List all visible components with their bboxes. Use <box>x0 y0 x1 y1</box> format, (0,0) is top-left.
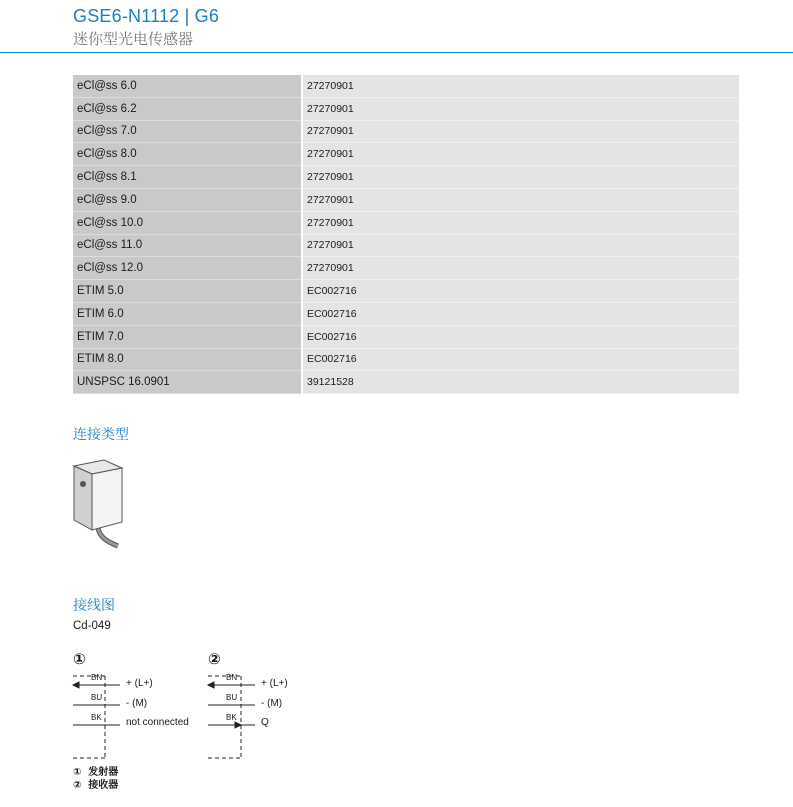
d1-wire-code-bn: BN <box>91 673 103 682</box>
table-row <box>73 143 739 166</box>
table-row <box>73 120 739 143</box>
legend-text: 接收器 <box>88 780 119 791</box>
spec-key: ETIM 8.0 <box>73 348 302 371</box>
diagram-2-number: ② <box>208 651 221 668</box>
spec-value: 27270901 <box>302 75 739 97</box>
table-row <box>73 257 739 280</box>
spec-value: 27270901 <box>302 143 739 166</box>
table-row <box>73 280 739 303</box>
classification-table <box>73 75 739 394</box>
table-row <box>73 75 739 97</box>
spec-value: EC002716 <box>302 325 739 348</box>
legend-symbol: ① <box>73 767 82 778</box>
d2-wire-label-bn: + (L+) <box>261 678 288 689</box>
table-row <box>73 97 739 120</box>
spec-key: eCl@ss 9.0 <box>73 188 302 211</box>
spec-value: 27270901 <box>302 120 739 143</box>
spec-key: eCl@ss 7.0 <box>73 120 302 143</box>
sensor-connector-image <box>68 458 128 550</box>
d2-wire-label-bu: - (M) <box>261 698 283 709</box>
page-header <box>0 0 793 53</box>
spec-key: eCl@ss 6.0 <box>73 75 302 97</box>
table-row <box>73 348 739 371</box>
spec-key: ETIM 6.0 <box>73 302 302 325</box>
table-row <box>73 325 739 348</box>
spec-value: 27270901 <box>302 234 739 257</box>
d1-wire-code-bk: BK <box>91 713 102 722</box>
connection-type-heading: 连接类型 <box>73 426 129 442</box>
spec-key: eCl@ss 12.0 <box>73 257 302 280</box>
table-row <box>73 302 739 325</box>
d1-wire-label-bk: not connected <box>126 717 189 728</box>
spec-key: UNSPSC 16.0901 <box>73 371 302 394</box>
table-row <box>73 371 739 394</box>
legend-item-receiver <box>73 776 118 791</box>
spec-value: 27270901 <box>302 188 739 211</box>
spec-key: eCl@ss 8.1 <box>73 166 302 189</box>
spec-value: EC002716 <box>302 280 739 303</box>
wiring-code: Cd-049 <box>73 620 111 632</box>
d1-wire-label-bu: - (M) <box>126 698 148 709</box>
product-title: GSE6-N1112 | G6 <box>73 6 220 26</box>
spec-value: 27270901 <box>302 166 739 189</box>
spec-key: ETIM 5.0 <box>73 280 302 303</box>
spec-value: EC002716 <box>302 302 739 325</box>
spec-key: ETIM 7.0 <box>73 325 302 348</box>
spec-key: eCl@ss 10.0 <box>73 211 302 234</box>
product-subtitle: 迷你型光电传感器 <box>73 31 194 48</box>
spec-key: eCl@ss 11.0 <box>73 234 302 257</box>
spec-value: 27270901 <box>302 211 739 234</box>
diagram-1-number: ① <box>73 651 86 668</box>
spec-key: eCl@ss 8.0 <box>73 143 302 166</box>
spec-value: 39121528 <box>302 371 739 394</box>
table-row <box>73 211 739 234</box>
spec-value: 27270901 <box>302 257 739 280</box>
legend-text: 发射器 <box>88 767 119 778</box>
d2-wire-code-bn: BN <box>226 673 238 682</box>
d1-wire-code-bu: BU <box>91 693 103 702</box>
legend-symbol: ② <box>73 780 82 791</box>
spec-key: eCl@ss 6.2 <box>73 97 302 120</box>
spec-value: 27270901 <box>302 97 739 120</box>
d2-wire-label-bk: Q <box>261 717 269 728</box>
table-row <box>73 166 739 189</box>
d2-wire-code-bk: BK <box>226 713 237 722</box>
wiring-diagram-heading: 接线图 <box>73 597 115 613</box>
table-row <box>73 234 739 257</box>
d1-wire-label-bn: + (L+) <box>126 678 153 689</box>
d2-wire-code-bu: BU <box>226 693 238 702</box>
table-row <box>73 188 739 211</box>
spec-value: EC002716 <box>302 348 739 371</box>
